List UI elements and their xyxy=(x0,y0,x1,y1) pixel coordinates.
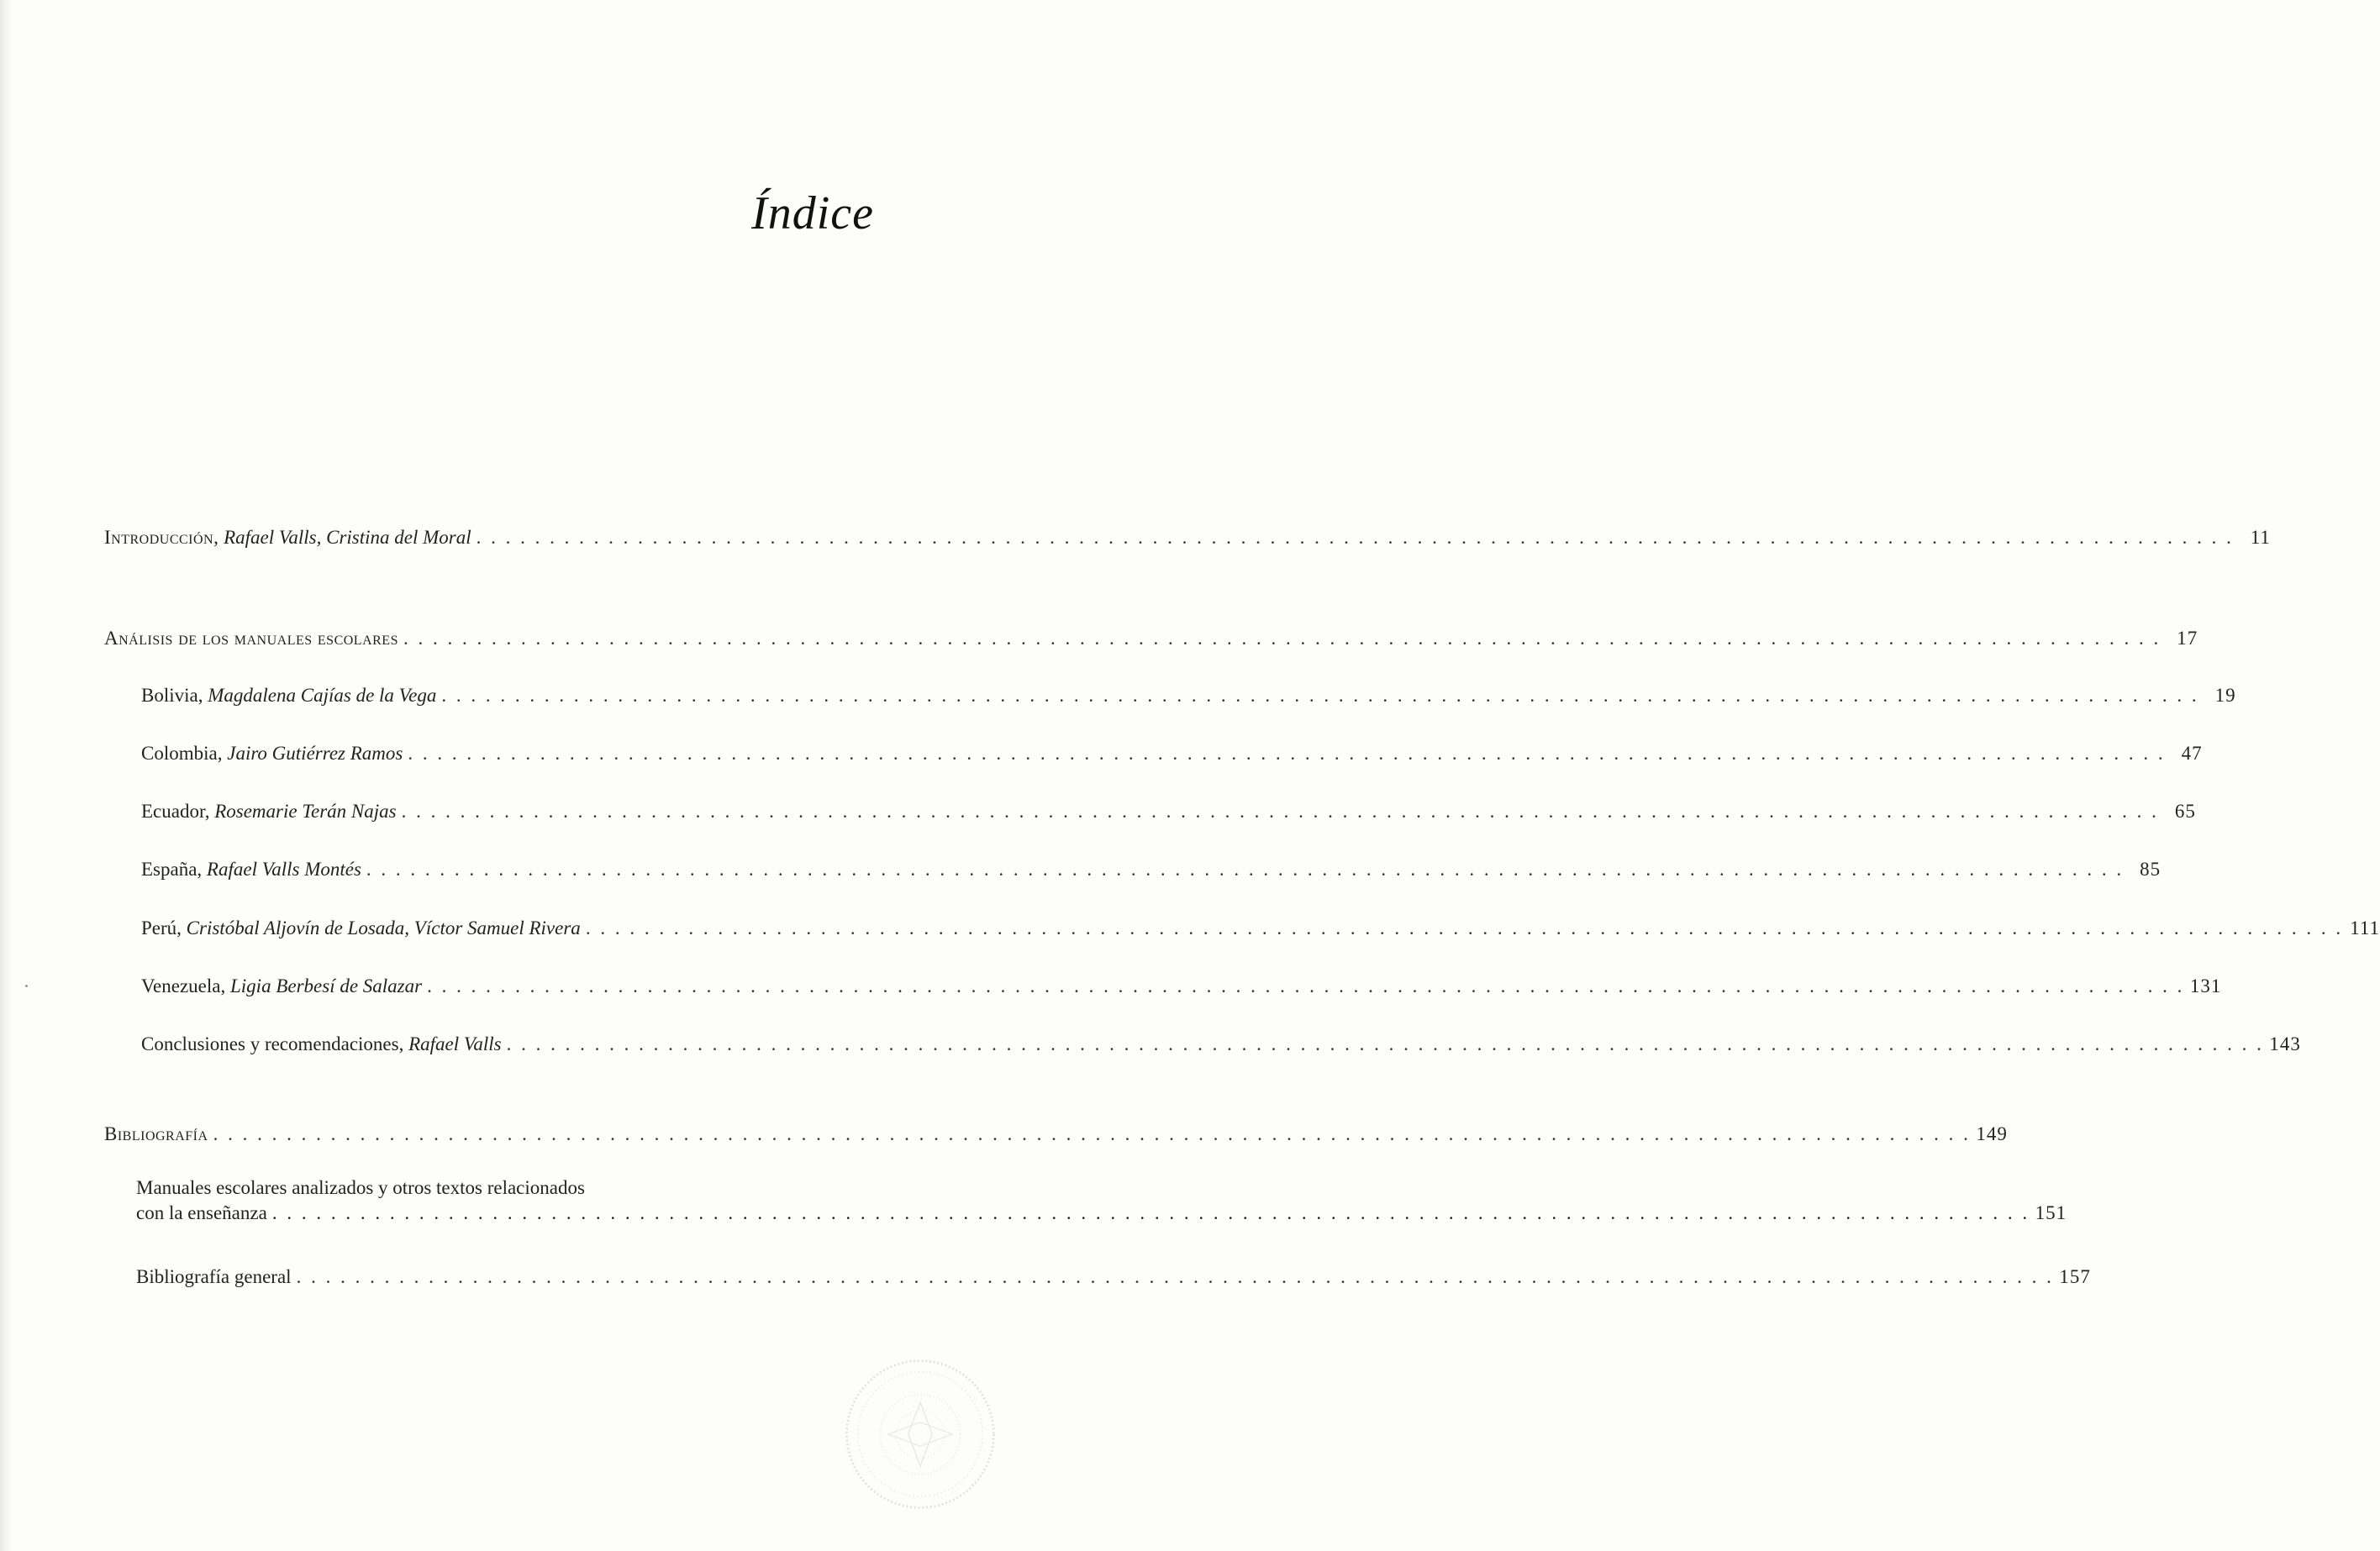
leader-dots: . . . . . . . . . . . . . . . . . . . . . . . . . . . . . . . . . . . . . . . . . . . . . . . . . . . . . . . . . . . . . . . . . . . . . . . . . . . . . . . . . . . . . . . . . . . . . . . . . . . . . . . . . . . . . . . . . . . . . . . . xyxy=(296,1266,2054,1287)
toc-page-number: 11 xyxy=(2250,527,2271,548)
toc-entry-colombia[interactable] xyxy=(141,741,2203,766)
toc-author: Rafael Valls Montés xyxy=(206,859,361,880)
toc-chapter-label-line2: con la enseñanza xyxy=(136,1202,267,1223)
toc-entry-analisis[interactable] xyxy=(104,626,2198,651)
toc-chapter-label-line1: Manuales escolares analizados y otros textos relacionados xyxy=(136,1177,585,1198)
toc-chapter-label: Conclusiones y recomendaciones, xyxy=(141,1033,404,1054)
leader-dots: . . . . . . . . . . . . . . . . . . . . . . . . . . . . . . . . . . . . . . . . . . . . . . . . . . . . . . . . . . . . . . . . . . . . . . . . . . . . . . . . . . . . . . . . . . . . . . . . . . . . . . . . . . . . . . . . . . . . . . . . xyxy=(213,1123,1971,1144)
leader-dots: . . . . . . . . . . . . . . . . . . . . . . . . . . . . . . . . . . . . . . . . . . . . . . . . . . . . . . . . . . . . . . . . . . . . . . . . . . . . . . . . . . . . . . . . . . . . . . . . . . . . . . . . . . . . . . . . . . . . . . . . xyxy=(408,743,2166,764)
leader-dots: . . . . . . . . . . . . . . . . . . . . . . . . . . . . . . . . . . . . . . . . . . . . . . . . . . . . . . . . . . . . . . . . . . . . . . . . . . . . . . . . . . . . . . . . . . . . . . . . . . . . . . . . . . . . . . . . . . . . . . . . xyxy=(476,527,2234,548)
toc-page-number: 157 xyxy=(2059,1266,2091,1287)
toc-page-number: 149 xyxy=(1976,1123,2008,1144)
toc-page-number: 47 xyxy=(2181,743,2203,764)
toc-page-number: 19 xyxy=(2214,685,2236,706)
toc-page-number: 65 xyxy=(2174,801,2196,822)
toc-entry-conclusiones[interactable] xyxy=(141,1032,2301,1057)
toc-entry-peru[interactable] xyxy=(141,916,2380,941)
toc-chapter-label: Bibliografía general xyxy=(136,1266,292,1287)
leader-dots: . . . . . . . . . . . . . . . . . . . . . . . . . . . . . . . . . . . . . . . . . . . . . . . . . . . . . . . . . . . . . . . . . . . . . . . . . . . . . . . . . . . . . . . . . . . . . . . . . . . . . . . . . . . . . . . . . . . . . . . . xyxy=(403,628,2161,649)
toc-author: Rosemarie Terán Najas xyxy=(214,801,397,822)
toc-page-number: 131 xyxy=(2189,975,2222,996)
toc-author: Rafael Valls xyxy=(408,1033,502,1054)
toc-page-number: 85 xyxy=(2140,859,2161,880)
toc-section-label: Análisis de los manuales escolares xyxy=(104,628,398,649)
toc-entry-manuales[interactable] xyxy=(136,1175,2067,1226)
toc-entry-venezuela[interactable] xyxy=(141,974,2222,999)
toc-author: Rafael Valls, Cristina del Moral xyxy=(224,527,471,548)
library-seal-stamp-icon xyxy=(840,1354,1000,1514)
toc-country-label: Ecuador, xyxy=(141,801,210,822)
toc-entry-bolivia[interactable] xyxy=(141,683,2236,708)
leader-dots: . . . . . . . . . . . . . . . . . . . . . . . . . . . . . . . . . . . . . . . . . . . . . . . . . . . . . . . . . . . . . . . . . . . . . . . . . . . . . . . . . . . . . . . . . . . . . . . . . . . . . . . . . . . . . . . . . . . . . . . . xyxy=(585,917,2344,938)
toc-section-label: Introducción, xyxy=(104,527,219,548)
toc-page-number: 143 xyxy=(2269,1033,2301,1054)
toc-entry-introduccion[interactable] xyxy=(104,525,2271,550)
toc-entry-ecuador[interactable] xyxy=(141,799,2196,824)
toc-author: Magdalena Cajías de la Vega xyxy=(208,685,437,706)
toc-section-label: Bibliografía xyxy=(104,1123,208,1144)
toc-page-number: 151 xyxy=(2035,1202,2067,1223)
toc-country-label: Colombia, xyxy=(141,743,223,764)
leader-dots: . . . . . . . . . . . . . . . . . . . . . . . . . . . . . . . . . . . . . . . . . . . . . . . . . . . . . . . . . . . . . . . . . . . . . . . . . . . . . . . . . . . . . . . . . . . . . . . . . . . . . . . . . . . . . . . . . . . . . . . . xyxy=(506,1033,2264,1054)
toc-country-label: Bolivia, xyxy=(141,685,203,706)
toc-page-number: 111 xyxy=(2350,917,2380,938)
toc-entry-bibliografia-general[interactable] xyxy=(136,1264,2091,1290)
leader-dots: . . . . . . . . . . . . . . . . . . . . . . . . . . . . . . . . . . . . . . . . . . . . . . . . . . . . . . . . . . . . . . . . . . . . . . . . . . . . . . . . . . . . . . . . . . . . . . . . . . . . . . . . . . . . . . . . . . . . . . . . xyxy=(441,685,2199,706)
toc-author: Jairo Gutiérrez Ramos xyxy=(227,743,403,764)
toc-author: Cristóbal Aljovín de Losada, Víctor Samuel Rivera xyxy=(186,917,581,938)
page-title: Índice xyxy=(751,187,874,239)
toc-author: Ligia Berbesí de Salazar xyxy=(230,975,423,996)
leader-dots: . . . . . . . . . . . . . . . . . . . . . . . . . . . . . . . . . . . . . . . . . . . . . . . . . . . . . . . . . . . . . . . . . . . . . . . . . . . . . . . . . . . . . . . . . . . . . . . . . . . . . . . . . . . . . . . . . . . . . . . . xyxy=(366,859,2125,880)
toc-entry-bibliografia[interactable] xyxy=(104,1122,2008,1147)
leader-dots: . . . . . . . . . . . . . . . . . . . . . . . . . . . . . . . . . . . . . . . . . . . . . . . . . . . . . . . . . . . . . . . . . . . . . . . . . . . . . . . . . . . . . . . . . . . . . . . . . . . . . . . . . . . . . . . . . . . . . . . . xyxy=(401,801,2159,822)
leader-dots: . . . . . . . . . . . . . . . . . . . . . . . . . . . . . . . . . . . . . . . . . . . . . . . . . . . . . . . . . . . . . . . . . . . . . . . . . . . . . . . . . . . . . . . . . . . . . . . . . . . . . . . . . . . . . . . . . . . . . . . . xyxy=(427,975,2185,996)
leader-dots: . . . . . . . . . . . . . . . . . . . . . . . . . . . . . . . . . . . . . . . . . . . . . . . . . . . . . . . . . . . . . . . . . . . . . . . . . . . . . . . . . . . . . . . . . . . . . . . . . . . . . . . . . . . . . . . . . . . . . . . . xyxy=(271,1202,2030,1223)
toc-entry-espana[interactable] xyxy=(141,857,2161,882)
toc-country-label: Perú, xyxy=(141,917,182,938)
toc-country-label: España, xyxy=(141,859,203,880)
toc-country-label: Venezuela, xyxy=(141,975,226,996)
toc-page-number: 17 xyxy=(2177,628,2198,649)
